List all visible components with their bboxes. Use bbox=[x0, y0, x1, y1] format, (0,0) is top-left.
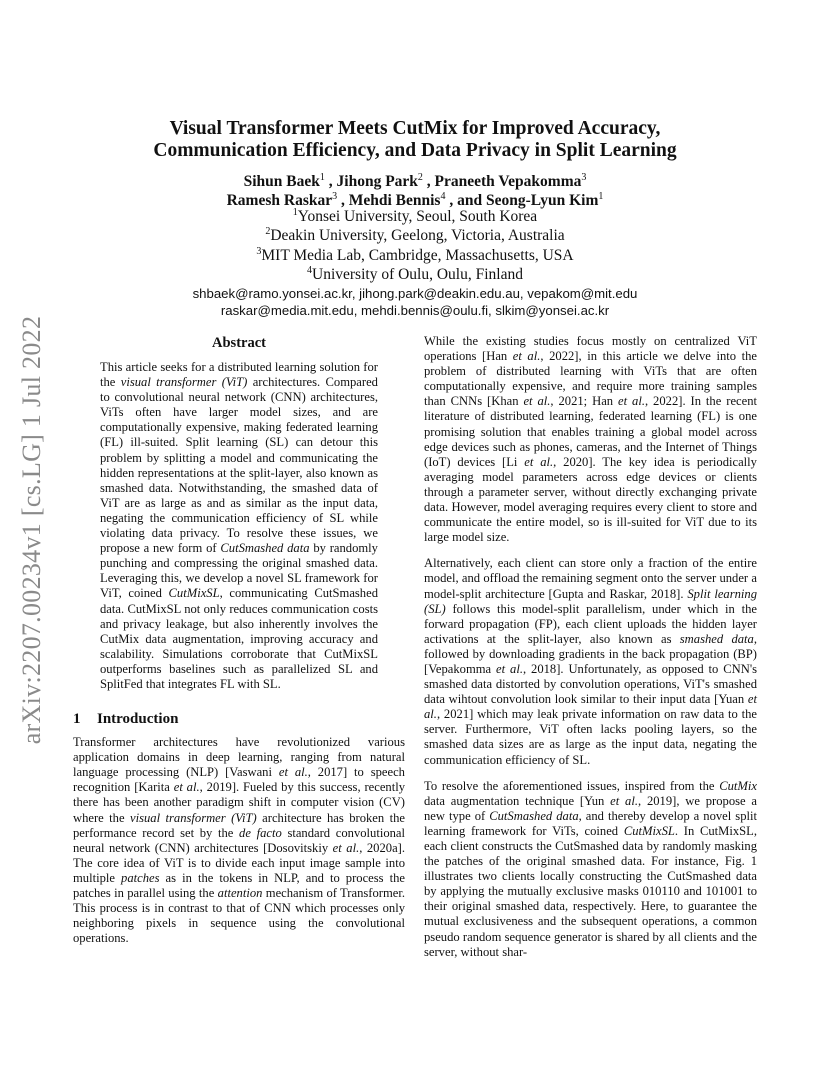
author-name: Ramesh Raskar bbox=[226, 192, 333, 209]
italic-text: et al. bbox=[332, 840, 360, 855]
author-list bbox=[120, 172, 710, 210]
text-run: data augmentation technique [Yun bbox=[424, 793, 611, 808]
text-run: , and thereby develop a novel split learning framework for ViTs, coined bbox=[424, 808, 757, 838]
text-run: , 2017] to speech recognition [Karita bbox=[73, 765, 405, 795]
affiliation bbox=[120, 265, 710, 284]
text-run: , communicating CutSmashed data. CutMixSL not only reduces communication costs and privacy leakage, but also inherently involves the CutMix data augmentation, improving accuracy and scalability. Simulations corroborate that CutMixSL outperforms baselines such as parallelized SL and SplitFed that integrates FL with SL. bbox=[100, 586, 378, 691]
text-run: , 2020]. The key idea is periodically averaging model parameters across edge devices or clients through a parameter server, without directly exchanging private data. However, model averaging requires every client to store and communicate the entire model, so is ill-suited for ViT due to its large model size. bbox=[424, 454, 757, 545]
italic-text: patches bbox=[121, 870, 160, 885]
text-run: by randomly punching and compressing the original smashed data. Leveraging this, we develop a novel SL framework for ViT, coined bbox=[100, 541, 378, 601]
intro-paragraph-2 bbox=[424, 334, 757, 545]
italic-text: et al. bbox=[524, 454, 554, 469]
author-separator: , and bbox=[445, 192, 486, 209]
affiliation-text: Yonsei University, Seoul, South Korea bbox=[297, 208, 538, 225]
italic-text: smashed data bbox=[679, 631, 754, 646]
section-title: Introduction bbox=[97, 711, 179, 728]
author-affiliation-mark: 4 bbox=[440, 190, 446, 202]
italic-text: CutMixSL bbox=[623, 823, 675, 838]
right-column bbox=[424, 334, 757, 960]
italic-text: et al. bbox=[278, 765, 308, 780]
arxiv-identifier bbox=[14, 300, 50, 760]
affiliation-number: 2 bbox=[265, 226, 271, 238]
affiliation-number: 1 bbox=[292, 206, 298, 218]
affiliation-text: Deakin University, Geelong, Victoria, Australia bbox=[270, 227, 565, 245]
author-affiliation-mark: 3 bbox=[332, 190, 338, 202]
italic-text: visual transformer (ViT) bbox=[120, 375, 248, 390]
italic-text: de facto bbox=[239, 825, 282, 840]
text-run: , 2019], we propose a new type of bbox=[424, 793, 758, 823]
text-run: , 2019]. Fueled by this success, recently there has been another paradigm shift in computer vision (CV) where the bbox=[73, 780, 406, 825]
text-run: This article seeks for a distributed learning solution for the bbox=[100, 360, 378, 390]
email-line-2: raskar@media.mit.edu, mehdi.bennis@oulu.fi, slkim@yonsei.ac.kr bbox=[220, 303, 610, 318]
affiliation-text: University of Oulu, Oulu, Finland bbox=[312, 265, 523, 283]
paper-title bbox=[120, 118, 710, 162]
affiliation bbox=[120, 246, 710, 265]
affiliation bbox=[120, 226, 710, 245]
italic-text: et al. bbox=[618, 394, 645, 409]
italic-text: Split learning (SL) bbox=[424, 586, 758, 616]
text-run: While the existing studies focus mostly on centralized ViT operations [Han bbox=[424, 334, 757, 364]
arxiv-identifier-text: arXiv:2207.00234v1 [cs.LG] 1 Jul 2022 bbox=[17, 315, 46, 745]
author-emails bbox=[120, 285, 710, 319]
author-affiliation-mark: 1 bbox=[598, 190, 604, 202]
italic-text: CutSmashed data bbox=[220, 541, 310, 556]
author-separator: , bbox=[324, 173, 337, 190]
text-run: , 2022], in this article we delve into the problem of distributed learning with ViTs that are often computationally expensive, and require more training samples than CNNs [Khan bbox=[424, 349, 757, 409]
affiliation-text: MIT Media Lab, Cambridge, Massachusetts, USA bbox=[261, 246, 574, 264]
text-run: Alternatively, each client can store only a fraction of the entire model, and offload the remaining segment onto the server under a model-split architecture [Gupta and Raskar, 2018]. bbox=[424, 556, 757, 601]
text-run: as in the tokens in NLP, and to process the patches in parallel using the bbox=[73, 870, 406, 900]
text-run: , 2021; Han bbox=[550, 394, 619, 409]
section-number: 1 bbox=[73, 711, 81, 728]
text-run: follows this model-split parallelism, under which in the forward propagation (FP), each client uploads the hidden layer activations at the split-layer, also known as bbox=[424, 601, 757, 646]
italic-text: CutSmashed data bbox=[489, 808, 579, 823]
text-run: standard convolutional neural network (CNN) architectures [Dosovitskiy bbox=[73, 825, 406, 855]
italic-text: et al. bbox=[512, 349, 541, 364]
abstract-heading: Abstract bbox=[212, 335, 266, 351]
italic-text: et al. bbox=[173, 780, 200, 795]
author-name: Seong-Lyun Kim bbox=[485, 192, 599, 209]
author-name: Mehdi Bennis bbox=[348, 192, 441, 209]
text-run: . In CutMixSL, each client constructs the CutSmashed data by randomly masking the patches of the original smashed data. For instance, Fig. 1 illustrates two clients locally constructing the CutSmashed data by applying the mutually exclusive masks 010110 and 101001 to their original smashed data, respectively. Here, to guarantee the mutual exclusiveness and the subsequent operations, a common pseudo random sequence generator is shared by all clients and the server, without shar- bbox=[424, 823, 757, 959]
left-column bbox=[73, 334, 405, 946]
italic-text: et al. bbox=[496, 661, 523, 676]
author-name: Praneeth Vepakomma bbox=[434, 173, 582, 190]
intro-paragraph-4 bbox=[424, 779, 757, 960]
italic-text: attention bbox=[217, 886, 263, 900]
author-separator: , bbox=[337, 192, 349, 209]
affiliation-list bbox=[120, 207, 710, 284]
italic-text: CutMixSL bbox=[168, 586, 220, 601]
text-run: , 2021] which may leak private information on raw data to the server. Furthermore, ViT often lacks pooling layers, so the smashed data sizes are as large as the input data, negating the communication efficiency of SL. bbox=[424, 707, 757, 767]
text-run: To resolve the aforementioned issues, inspired from the bbox=[424, 778, 720, 793]
author-name: Sihun Baek bbox=[243, 173, 320, 190]
italic-text: visual transformer (ViT) bbox=[130, 810, 257, 825]
author-separator: , bbox=[422, 173, 435, 190]
text-run: , 2022]. In the recent literature of distributed learning, federated learning (FL) is one promising solution that enables training a global model across edge devices such as phones, cameras, and the Internet of Things (IoT) devices [Li bbox=[424, 394, 758, 469]
intro-paragraph-1 bbox=[73, 735, 405, 946]
affiliation-number: 3 bbox=[256, 245, 262, 257]
author-name: Jihong Park bbox=[336, 173, 418, 190]
author-affiliation-mark: 1 bbox=[319, 171, 325, 183]
author-affiliation-mark: 2 bbox=[417, 171, 423, 183]
affiliation-number: 4 bbox=[307, 264, 313, 276]
italic-text: et al. bbox=[523, 394, 551, 409]
text-run: mechanism of Transformer. This process is in contrast to that of CNN which processes only neighboring pixels in sequence using the convolutional operations. bbox=[73, 886, 405, 946]
intro-paragraph-3 bbox=[424, 556, 757, 767]
text-run: , 2018]. Unfortunately, as opposed to CNN's smashed data distorted by convolution operations, ViT's smashed data wihtout convolution look similar to their input data [Yuan bbox=[424, 661, 758, 707]
author-line-1 bbox=[120, 172, 710, 191]
email-line-1: shbaek@ramo.yonsei.ac.kr, jihong.park@deakin.edu.au, vepakom@mit.edu bbox=[192, 286, 638, 301]
text-run: , 2020a]. The core idea of ViT is to divide each input image sample into multiple bbox=[73, 840, 405, 885]
title-line-2: Communication Efficiency, and Data Privacy in Split Learning bbox=[153, 140, 677, 161]
text-run: , followed by downloading gradients in the back propagation (BP) [Vepakomma bbox=[424, 631, 757, 676]
text-run: architecture has broken the performance record set by the bbox=[73, 810, 405, 840]
author-affiliation-mark: 3 bbox=[581, 171, 587, 183]
title-line-1: Visual Transformer Meets CutMix for Improved Accuracy, bbox=[169, 118, 661, 139]
affiliation bbox=[120, 207, 710, 226]
section-heading-introduction bbox=[73, 710, 405, 728]
italic-text: et al. bbox=[610, 793, 638, 808]
abstract-text bbox=[100, 360, 378, 692]
italic-text: CutMix bbox=[719, 778, 757, 793]
text-run: architectures. Compared to convolutional neural network (CNN) architectures, ViTs often have larger model sizes, and are computationally expensive, making federated learning (FL) ill-suited. Split learning (SL) can detour this problem by splitting a model and communicating the hidden representations at the split-layer, also known as smashed data. Notwithstanding, the smashed data of ViT are as large as and as similar as the input data, negating the communication efficiency of SL while violating data privacy. To resolve these issues, we propose a new form of bbox=[100, 375, 378, 556]
italic-text: et al. bbox=[424, 692, 757, 722]
text-run: Transformer architectures have revolutionized various application domains in deep learning, ranging from natural language processing (NLP) [Vaswani bbox=[73, 735, 405, 780]
